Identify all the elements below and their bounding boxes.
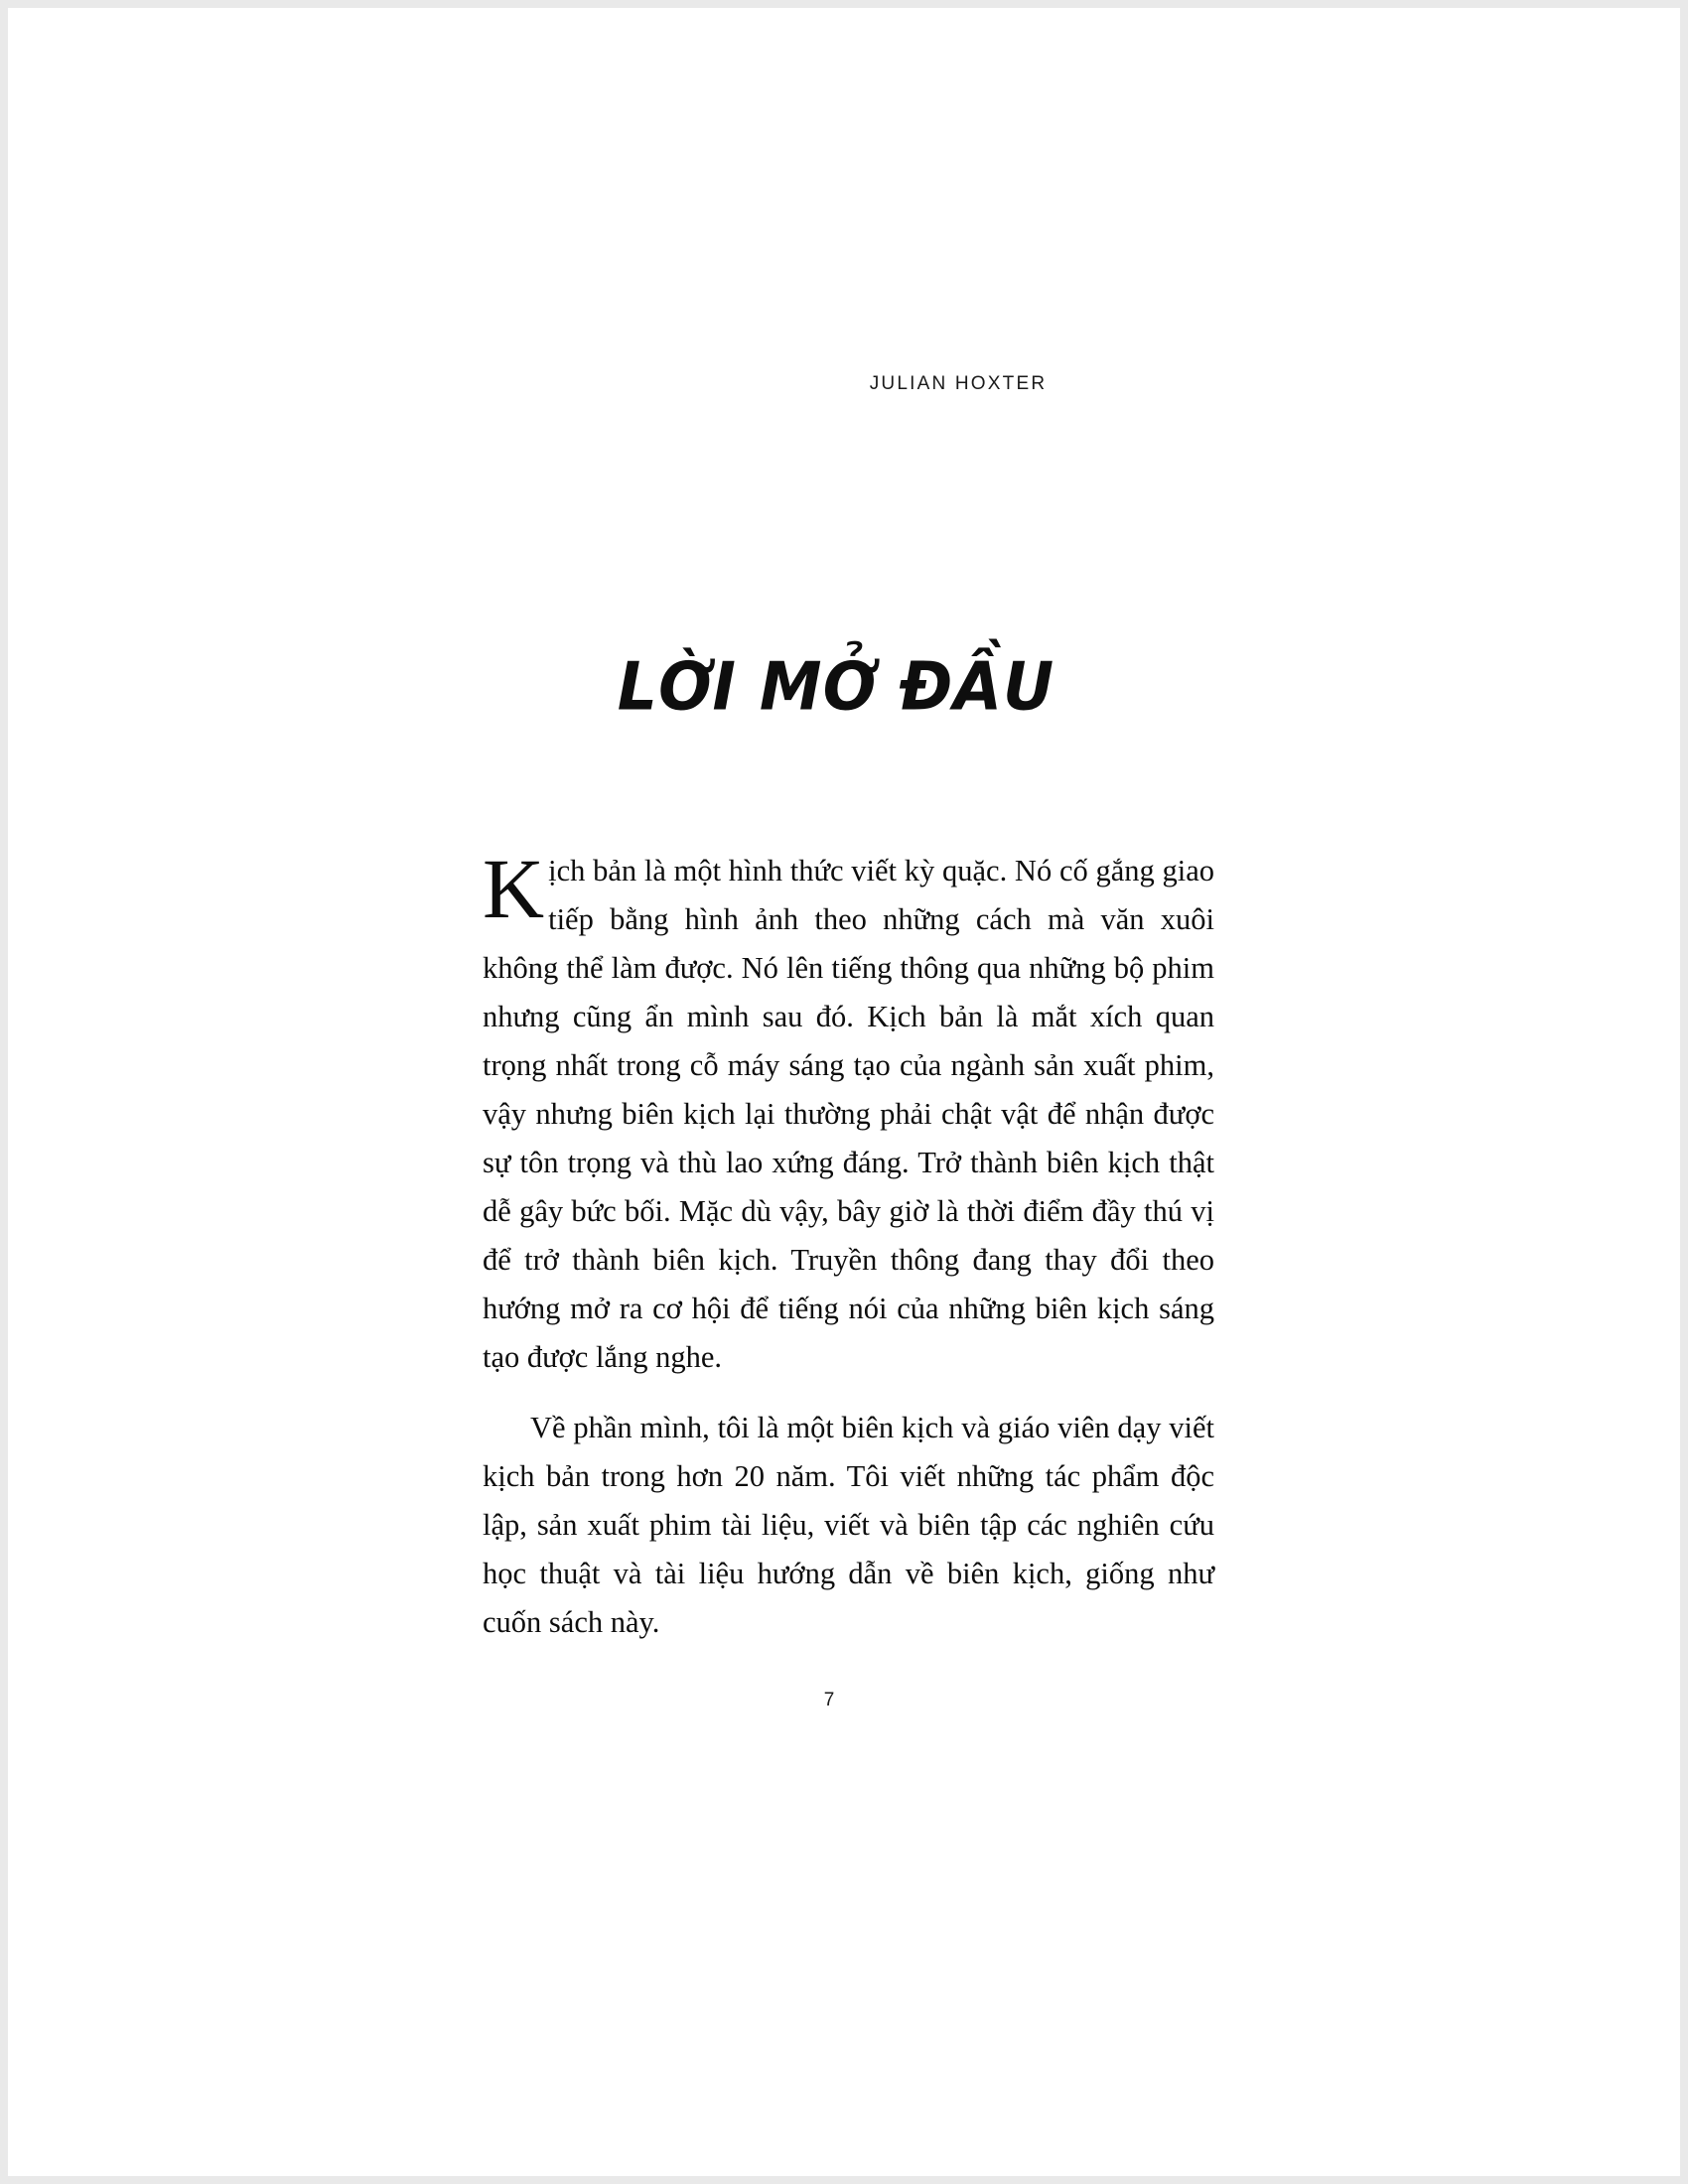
paragraph-1-text: ịch bản là một hình thức viết kỳ quặc. Nó cố gắng giao tiếp bằng hình ảnh theo những cách mà văn xuôi không thể làm được. Nó lên tiếng thông qua những bộ phim nhưng cũng ẩn mình sau đó. Kịch bản là mắt xích quan trọng nhất trong cỗ máy sáng tạo của ngành sản xuất phim, vậy nhưng biên kịch lại thường phải chật vật để nhận được sự tôn trọng và thù lao xứng đáng. Trở thành biên kịch thật dễ gây bức bối. Mặc dù vậy, bây giờ là thời điểm đầy thú vị để trở thành biên kịch. Truyền thông đang thay đổi theo hướng mở ra cơ hội để tiếng nói của những biên kịch sáng tạo được lắng nghe. [483,854,1214,1374]
body-text-column [483,841,1214,1647]
running-head-text: JULIAN HOXTER [869,373,1048,394]
drop-cap: K [483,841,545,936]
page-number-text: 7 [823,1690,835,1710]
page-sheet [8,8,1680,2176]
page-number [8,1690,1680,1711]
running-head [8,373,1680,395]
chapter-title: LỜI MỞ ĐẦU [617,648,1055,726]
paragraph-2: Về phần mình, tôi là một biên kịch và giáo viên dạy viết kịch bản trong hơn 20 năm. Tôi viết những tác phẩm độc lập, sản xuất phim tài liệu, viết và biên tập các nghiên cứu học thuật và tài liệu hướng dẫn về biên kịch, giống như cuốn sách này. [483,1411,1214,1639]
paragraph-1 [483,841,1214,1382]
